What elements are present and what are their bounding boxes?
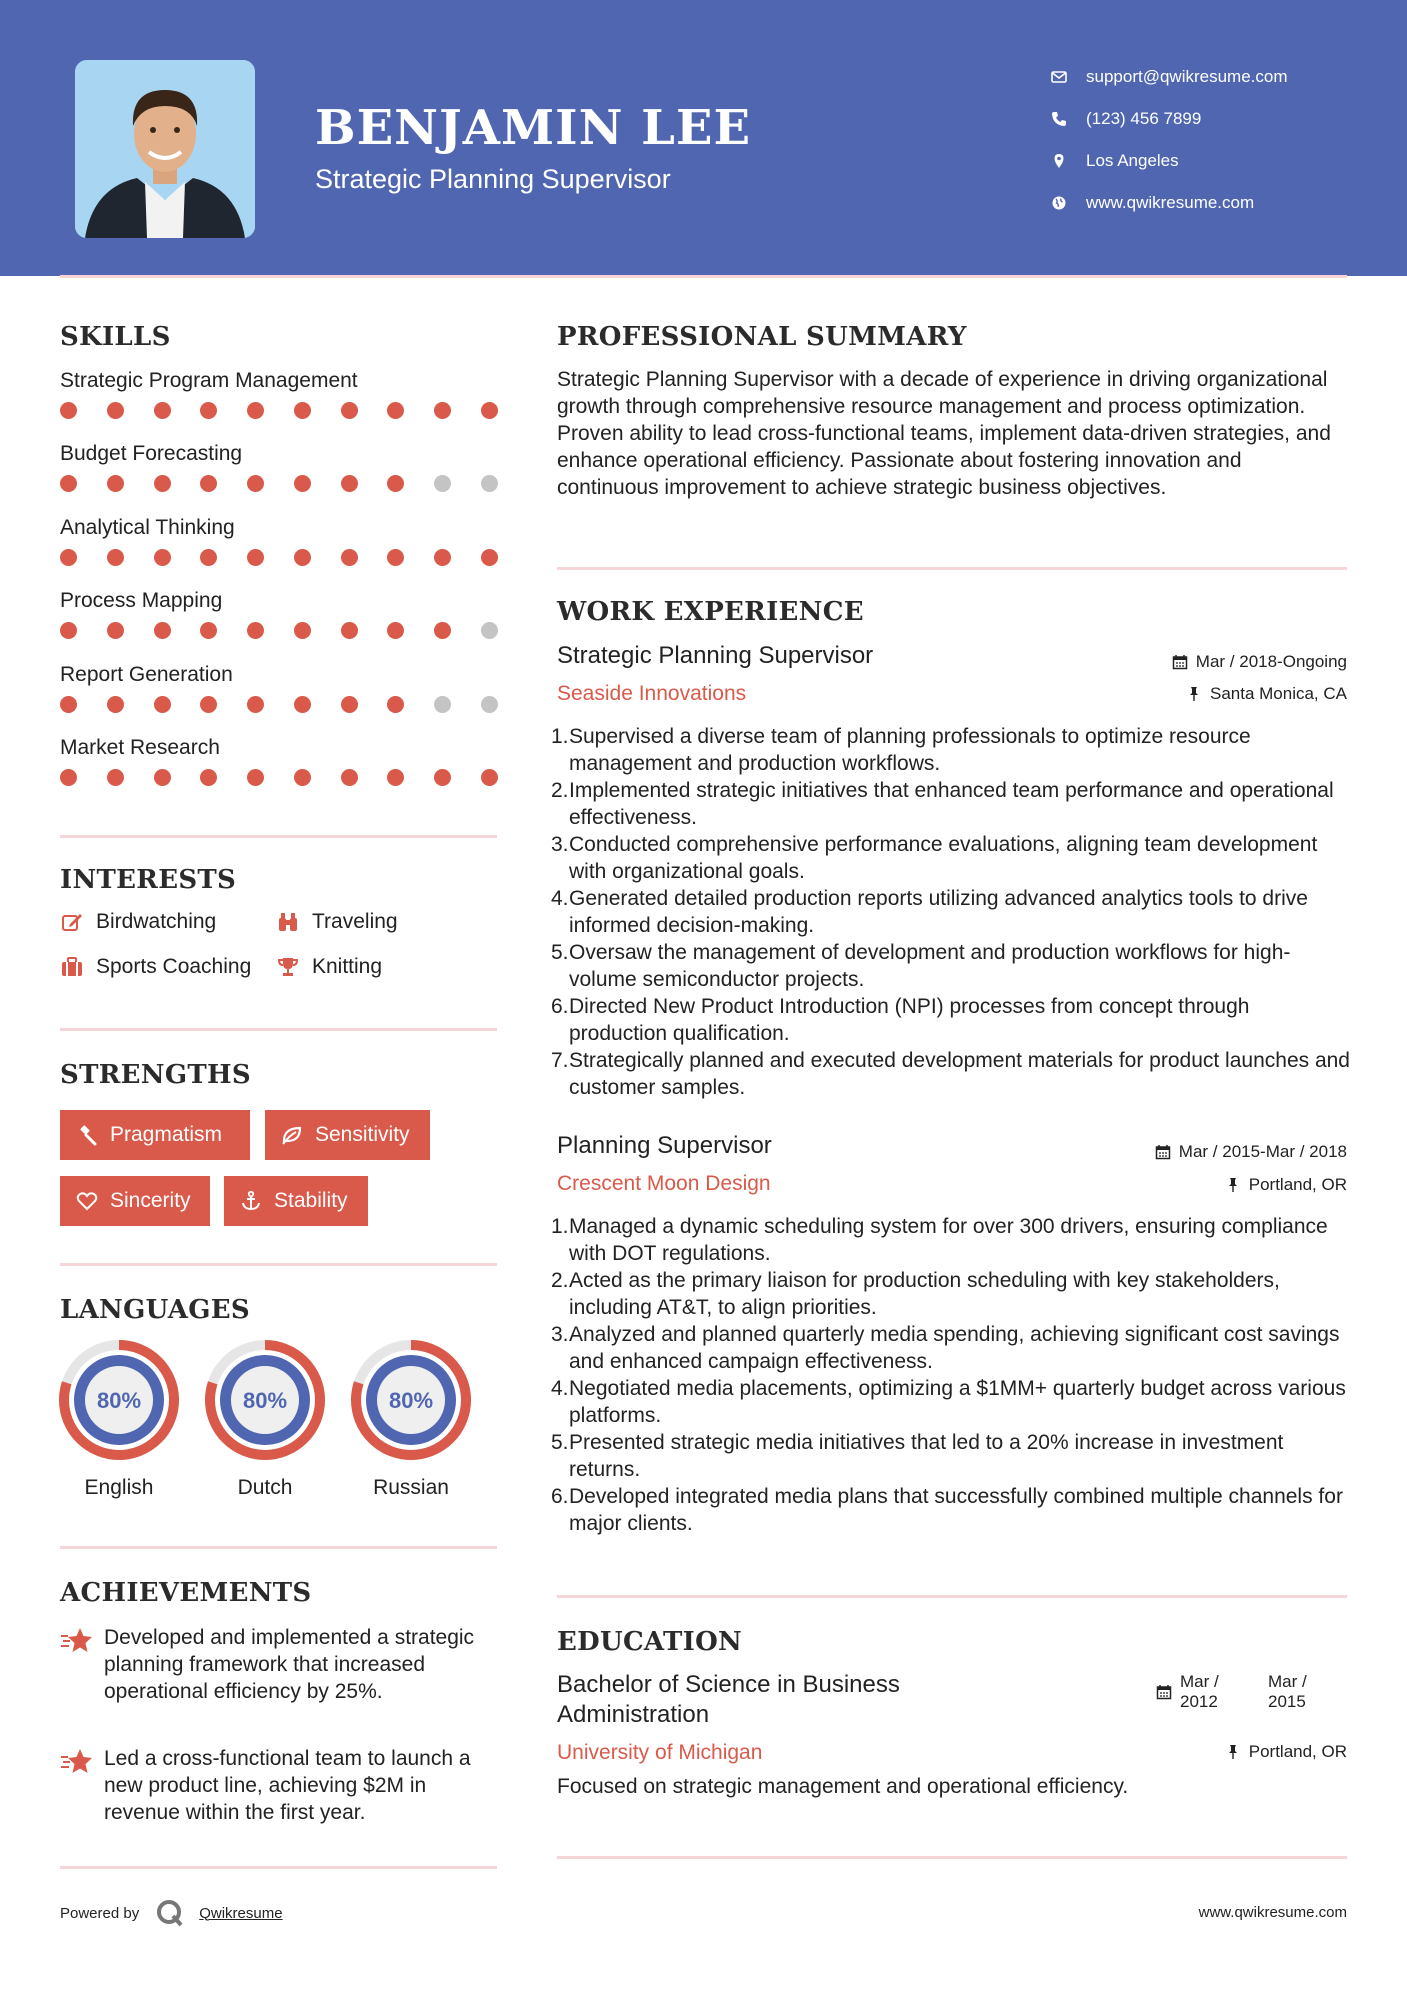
language-progress-ring [349,1338,473,1462]
rating-dot-filled [200,622,217,639]
strengths-divider [60,1263,497,1266]
education-end-year: 2015 [1268,1692,1306,1711]
skill-name: Strategic Program Management [60,369,358,392]
education-heading: EDUCATION [557,1627,743,1657]
bullet-number: 6. [551,995,569,1018]
skills-heading: SKILLS [60,322,171,352]
bullet-number: 4. [551,1377,569,1400]
interest-label: Traveling [312,910,398,933]
rating-dot-filled [107,622,124,639]
rating-dot-filled [294,696,311,713]
interest-label: Birdwatching [96,910,217,933]
job-bullets [551,1213,1351,1537]
skill-rating [60,622,498,639]
globe-icon [1050,194,1068,212]
star-icon [60,1747,94,1777]
contact-phone-text: (123) 456 7899 [1086,109,1202,128]
strengths-heading: STRENGTHS [60,1060,251,1090]
rating-dot-filled [200,549,217,566]
bullet-text: Managed a dynamic scheduling system for over 300 drivers, ensuring compliance with DOT regulations. [569,1215,1328,1265]
pushpin-icon [1225,1744,1241,1760]
pushpin-icon [1186,686,1202,702]
rating-dot-filled [387,696,404,713]
rating-dot-filled [294,769,311,786]
footer-powered-by [60,1898,283,1928]
rating-dot-filled [200,696,217,713]
pushpin-icon [1225,1177,1241,1193]
rating-dot-filled [387,769,404,786]
strength-tag [224,1176,368,1226]
bullet-text: Oversaw the management of development and production workflows for high-volume semiconductor projects. [569,941,1291,991]
language-percent: 80% [96,1388,142,1413]
skill-item [60,586,500,659]
language-name: English [84,1476,154,1499]
rating-dot-filled [200,402,217,419]
rating-dot-filled [247,696,264,713]
rating-dot-filled [341,696,358,713]
skill-item [60,513,500,586]
achievement-text: Developed and implemented a strategic planning framework that increased operational efficiency by 25%. [104,1626,475,1703]
bullet-number: 2. [551,1269,569,1292]
star-icon [60,1626,94,1656]
languages-divider [60,1546,497,1549]
education-description: Focused on strategic management and operational efficiency. [557,1775,1129,1798]
job-location-text: Portland, OR [1248,1175,1347,1194]
language-percent: 80% [388,1388,434,1413]
summary-divider [557,567,1347,570]
job-location [1225,1175,1347,1195]
job-bullet [551,777,1351,831]
rating-dot-filled [154,769,171,786]
job-bullet [551,939,1351,993]
skill-rating [60,549,498,566]
interest-label: Sports Coaching [96,955,252,978]
candidate-role: Strategic Planning Supervisor [315,164,671,194]
brand-link[interactable]: Qwikresume [199,1904,283,1922]
skill-rating [60,475,498,492]
education-start-year: 2012 [1180,1692,1218,1711]
binoculars-icon [276,910,300,934]
rating-dot-filled [481,769,498,786]
trophy-icon [276,955,300,979]
strength-label: Sincerity [110,1189,191,1212]
degree-title-line2: Administration [557,1701,710,1728]
job-dates-text: Mar / 2015-Mar / 2018 [1178,1142,1347,1161]
rating-dot-filled [60,769,77,786]
interest-item [60,955,251,979]
skill-name: Analytical Thinking [60,515,235,539]
rating-dot-filled [294,475,311,492]
bullet-number: 1. [551,1215,569,1238]
bullet-number: 6. [551,1485,569,1508]
education-end-month: Mar / [1268,1672,1307,1691]
header-banner [0,0,1407,276]
powered-by-label: Powered by [60,1904,140,1922]
job-bullet [551,1483,1351,1537]
rating-dot-filled [247,549,264,566]
skill-item [60,366,500,439]
bullet-number: 3. [551,833,569,856]
rating-dot-filled [481,402,498,419]
job-bullet [551,1321,1351,1375]
envelope-icon [1050,68,1068,86]
bullet-text: Implemented strategic initiatives that enhanced team performance and operational effectiveness. [569,779,1334,829]
skill-item [60,439,500,512]
skills-divider [60,835,497,838]
rating-dot-filled [434,549,451,566]
rating-dot-filled [107,696,124,713]
rating-dot-empty [481,475,498,492]
rating-dot-filled [434,402,451,419]
skill-rating [60,696,498,713]
rating-dot-filled [341,769,358,786]
edit-icon [60,910,84,934]
rating-dot-empty [434,696,451,713]
rating-dot-filled [481,549,498,566]
education-location-text: Portland, OR [1248,1742,1347,1761]
rating-dot-filled [154,402,171,419]
gavel-icon [76,1124,98,1146]
job-bullet [551,993,1351,1047]
contact-website[interactable] [1050,182,1288,224]
job-dates [1172,652,1347,672]
job-bullet [551,1267,1351,1321]
rating-dot-filled [387,622,404,639]
rating-dot-filled [107,769,124,786]
contact-location-text: Los Angeles [1086,151,1179,170]
rating-dot-filled [154,622,171,639]
skill-item [60,733,500,806]
skill-rating [60,769,498,786]
skill-item [60,660,500,733]
bullet-text: Presented strategic media initiatives that led to a 20% increase in investment returns. [569,1431,1284,1481]
language-progress-ring [57,1338,181,1462]
rating-dot-filled [154,549,171,566]
rating-dot-empty [434,475,451,492]
bullet-number: 1. [551,725,569,748]
rating-dot-filled [247,402,264,419]
school-name: University of Michigan [557,1741,763,1764]
achievements-heading: ACHIEVEMENTS [60,1578,312,1608]
bullet-text: Acted as the primary liaison for production scheduling with key stakeholders, including AT&T, to align priorities. [569,1269,1280,1319]
job-bullet [551,1429,1351,1483]
education-divider [557,1856,1347,1859]
job-title: Planning Supervisor [557,1132,772,1159]
skill-name: Budget Forecasting [60,442,243,466]
contact-email[interactable] [1050,56,1288,98]
job-dates [1155,1142,1347,1162]
company-name: Crescent Moon Design [557,1172,771,1195]
bullet-number: 2. [551,779,569,802]
candidate-name: BENJAMIN LEE [315,100,752,156]
briefcase-icon [60,955,84,979]
interest-item [276,910,398,934]
calendar-icon [1172,654,1188,670]
bullet-number: 5. [551,941,569,964]
rating-dot-filled [294,549,311,566]
strength-tag [60,1176,210,1226]
rating-dot-filled [341,475,358,492]
strength-tag [60,1110,250,1160]
company-name: Seaside Innovations [557,682,747,705]
job-dates-text: Mar / 2018-Ongoing [1195,652,1347,671]
summary-text: Strategic Planning Supervisor with a decade of experience in driving organizational growth through comprehensive resource management and process optimization. Proven ability to lead cross-functional teams, implement data-driven strategies, and enhance operational efficiency. Passionate about fostering innovation and continuous improvement to achieve strategic business objectives. [557,368,1331,499]
education-dates [1156,1672,1336,1716]
rating-dot-filled [107,475,124,492]
bullet-text: Negotiated media placements, optimizing a $1MM+ quarterly budget across various platforms. [569,1377,1346,1427]
rating-dot-filled [154,696,171,713]
rating-dot-filled [387,402,404,419]
interest-item [60,910,216,934]
contact-phone[interactable] [1050,98,1288,140]
job-bullet [551,723,1351,777]
job-bullet [551,1047,1351,1101]
language-item [57,1338,181,1500]
job-bullet [551,885,1351,939]
skill-name: Report Generation [60,662,233,686]
calendar-icon [1155,1144,1171,1160]
language-item [203,1338,327,1500]
rating-dot-filled [107,549,124,566]
degree-title-line1: Bachelor of Science in Business [557,1671,900,1698]
rating-dot-empty [481,622,498,639]
bullet-number: 5. [551,1431,569,1454]
rating-dot-filled [60,402,77,419]
rating-dot-filled [247,622,264,639]
rating-dot-filled [387,549,404,566]
bullet-text: Directed New Product Introduction (NPI) processes from concept through production qualification. [569,995,1250,1045]
bullet-text: Strategically planned and executed development materials for product launches and customer samples. [569,1049,1350,1099]
rating-dot-filled [200,475,217,492]
map-pin-icon [1050,152,1068,170]
skill-rating [60,402,498,419]
strength-tag [265,1110,430,1160]
bullet-text: Supervised a diverse team of planning professionals to optimize resource management and production workflows. [569,725,1251,775]
language-progress-ring [203,1338,327,1462]
job-location-text: Santa Monica, CA [1209,684,1347,703]
rating-dot-filled [341,622,358,639]
experience-heading: WORK EXPERIENCE [557,597,864,627]
interest-item [276,955,382,979]
education-location [1225,1742,1347,1762]
language-name: Russian [373,1476,449,1499]
footer-website[interactable]: www.qwikresume.com [1198,1904,1347,1921]
leaf-icon [281,1124,303,1146]
rating-dot-filled [434,769,451,786]
qwikresume-logo-icon [155,1898,185,1928]
achievement-item [60,1745,500,1826]
rating-dot-filled [60,549,77,566]
rating-dot-filled [154,475,171,492]
bullet-number: 3. [551,1323,569,1346]
language-name: Dutch [237,1476,293,1499]
skills-list [60,366,500,806]
rating-dot-filled [341,549,358,566]
contact-list [1050,56,1288,224]
rating-dot-filled [294,402,311,419]
profile-photo [75,60,255,238]
bullet-number: 4. [551,887,569,910]
summary-heading: PROFESSIONAL SUMMARY [557,322,967,352]
language-percent: 80% [242,1388,288,1413]
job-bullet [551,1213,1351,1267]
rating-dot-filled [341,402,358,419]
interests-heading: INTERESTS [60,865,237,895]
bullet-text: Generated detailed production reports utilizing advanced analytics tools to drive informed decision-making. [569,887,1308,937]
rating-dot-empty [481,696,498,713]
job-location [1186,684,1347,704]
header-divider [60,275,1347,278]
rating-dot-filled [200,769,217,786]
job-bullets [551,723,1351,1101]
phone-icon [1050,110,1068,128]
rating-dot-filled [387,475,404,492]
strength-label: Pragmatism [110,1123,223,1146]
anchor-icon [240,1190,262,1212]
job-bullet [551,831,1351,885]
rating-dot-filled [247,475,264,492]
skill-name: Process Mapping [60,589,223,613]
achievement-item [60,1624,500,1705]
rating-dot-filled [60,696,77,713]
job-title: Strategic Planning Supervisor [557,642,874,669]
interest-label: Knitting [312,955,383,978]
skill-name: Market Research [60,735,220,759]
achievement-text: Led a cross-functional team to launch a new product line, achieving $2M in revenue within the first year. [104,1747,471,1824]
rating-dot-filled [60,475,77,492]
rating-dot-filled [60,622,77,639]
languages-heading: LANGUAGES [60,1295,250,1325]
bullet-text: Analyzed and planned quarterly media spending, achieving significant cost savings and enhanced campaign effectiveness. [569,1323,1340,1373]
interests-divider [60,1028,497,1031]
bullet-text: Conducted comprehensive performance evaluations, aligning team development with organizational goals. [569,833,1318,883]
language-item [349,1338,473,1500]
achievements-divider [60,1866,497,1869]
rating-dot-filled [294,622,311,639]
education-start-month: Mar / [1180,1672,1219,1691]
strength-label: Stability [274,1189,348,1212]
rating-dot-filled [107,402,124,419]
contact-website-text: www.qwikresume.com [1086,193,1255,212]
rating-dot-filled [247,769,264,786]
contact-location [1050,140,1288,182]
bullet-text: Developed integrated media plans that successfully combined multiple channels for major clients. [569,1485,1343,1535]
contact-email-text: support@qwikresume.com [1086,67,1288,86]
calendar-icon [1156,1684,1172,1700]
experience-divider [557,1595,1347,1598]
rating-dot-filled [434,622,451,639]
heart-icon [76,1190,98,1212]
strength-label: Sensitivity [315,1123,410,1146]
bullet-number: 7. [551,1049,569,1072]
job-bullet [551,1375,1351,1429]
